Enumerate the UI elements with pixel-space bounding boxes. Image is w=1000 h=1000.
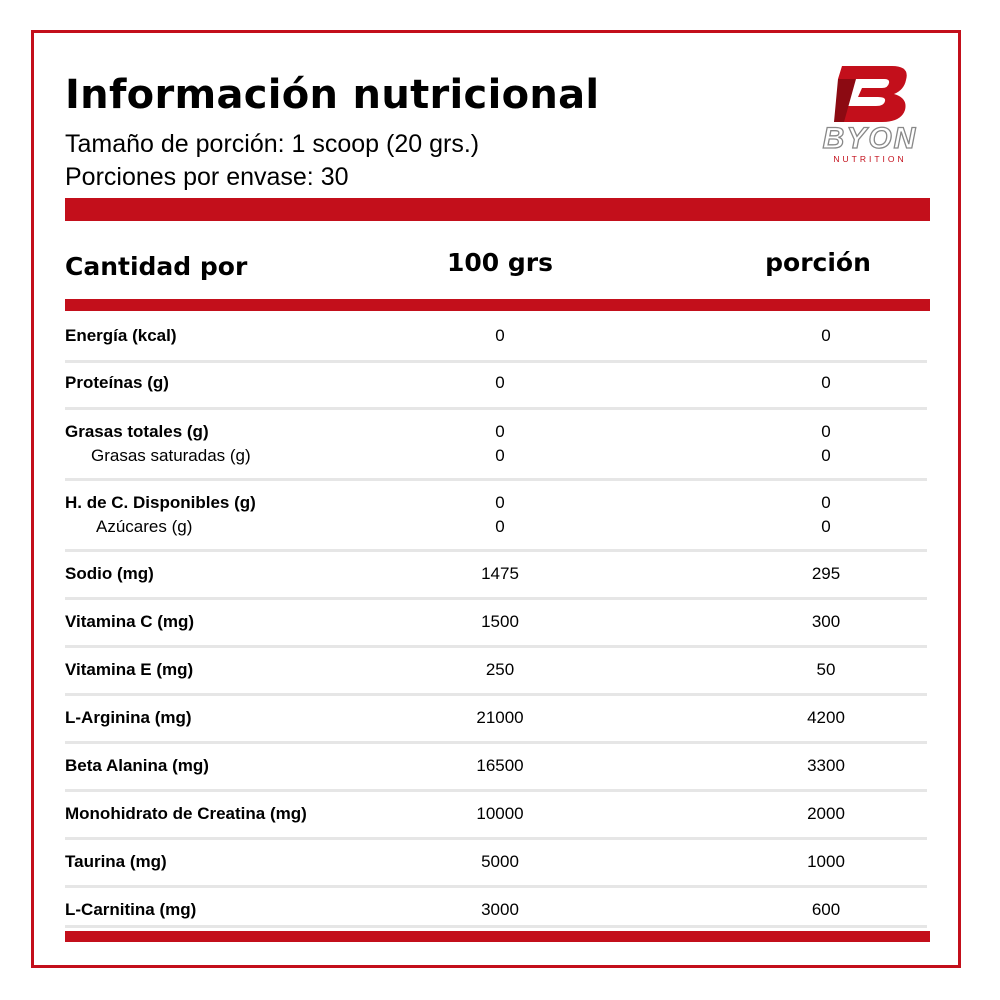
nutrient-name: Vitamina E (mg)	[65, 660, 194, 679]
nutrient-name: L-Carnitina (mg)	[65, 900, 197, 919]
table-row	[65, 481, 927, 552]
value-per-portion: 4200	[807, 708, 845, 727]
value-per-portion: 0	[821, 517, 831, 536]
brand-tagline: NUTRITION	[833, 154, 907, 164]
top-divider-bar	[65, 198, 930, 221]
value-per-100g: 21000	[476, 708, 524, 727]
serving-size: Tamaño de porción: 1 scoop (20 grs.)	[65, 130, 480, 158]
value-per-portion: 0	[821, 422, 831, 441]
logo-b-mark-icon	[834, 66, 907, 122]
nutrient-name: Vitamina C (mg)	[65, 612, 195, 631]
nutrient-name: H. de C. Disponibles (g)	[65, 493, 256, 512]
table-row	[65, 552, 927, 600]
column-header-100g: 100 grs	[447, 248, 553, 277]
nutrient-name: Grasas totales (g)	[65, 422, 209, 441]
bottom-divider-bar	[65, 931, 930, 942]
nutrient-name: Monohidrato de Creatina (mg)	[65, 804, 307, 823]
nutrient-name: Proteínas (g)	[65, 373, 169, 392]
value-per-100g: 1500	[481, 612, 519, 631]
table-row	[65, 888, 927, 928]
value-per-portion: 0	[821, 493, 831, 512]
value-per-100g: 0	[495, 422, 505, 441]
brand-name: BYON	[822, 122, 918, 155]
value-per-100g: 1475	[481, 564, 519, 583]
column-header-portion: porción	[765, 248, 871, 277]
table-row	[65, 410, 927, 481]
value-per-100g: 16500	[476, 756, 524, 775]
value-per-portion: 295	[811, 564, 841, 583]
table-row	[65, 312, 927, 363]
value-per-portion: 300	[811, 612, 841, 631]
nutrient-name: Energía (kcal)	[65, 326, 177, 345]
sub-nutrient-name: Grasas saturadas (g)	[91, 446, 251, 465]
value-per-100g: 3000	[481, 900, 519, 919]
table-row	[65, 792, 927, 840]
value-per-portion: 50	[816, 660, 836, 679]
value-per-portion: 0	[821, 446, 831, 465]
table-row	[65, 648, 927, 696]
value-per-100g: 0	[495, 517, 505, 536]
value-per-100g: 0	[495, 326, 505, 345]
brand-logo	[812, 62, 928, 166]
sub-nutrient-name: Azúcares (g)	[96, 517, 193, 536]
value-per-portion: 0	[821, 373, 831, 392]
column-header-label: Cantidad por	[65, 252, 248, 281]
servings-per-container: Porciones por envase: 30	[65, 163, 349, 191]
table-row	[65, 696, 927, 744]
value-per-100g: 10000	[476, 804, 524, 823]
table-row	[65, 840, 927, 888]
table-row	[65, 600, 927, 648]
page-title: Información nutricional	[65, 72, 600, 118]
value-per-portion: 3300	[807, 756, 845, 775]
value-per-100g: 0	[495, 373, 505, 392]
nutrient-name: Beta Alanina (mg)	[65, 756, 209, 775]
value-per-portion: 600	[811, 900, 841, 919]
header-divider-bar	[65, 299, 930, 311]
value-per-100g: 5000	[481, 852, 519, 871]
value-per-portion: 0	[821, 326, 831, 345]
nutrient-name: L-Arginina (mg)	[65, 708, 192, 727]
value-per-portion: 1000	[807, 852, 845, 871]
nutrient-name: Sodio (mg)	[65, 564, 154, 583]
value-per-100g: 0	[495, 446, 505, 465]
value-per-portion: 2000	[807, 804, 845, 823]
table-row	[65, 744, 927, 792]
nutrient-name: Taurina (mg)	[65, 852, 167, 871]
value-per-100g: 0	[495, 493, 505, 512]
table-row	[65, 363, 927, 410]
value-per-100g: 250	[485, 660, 515, 679]
